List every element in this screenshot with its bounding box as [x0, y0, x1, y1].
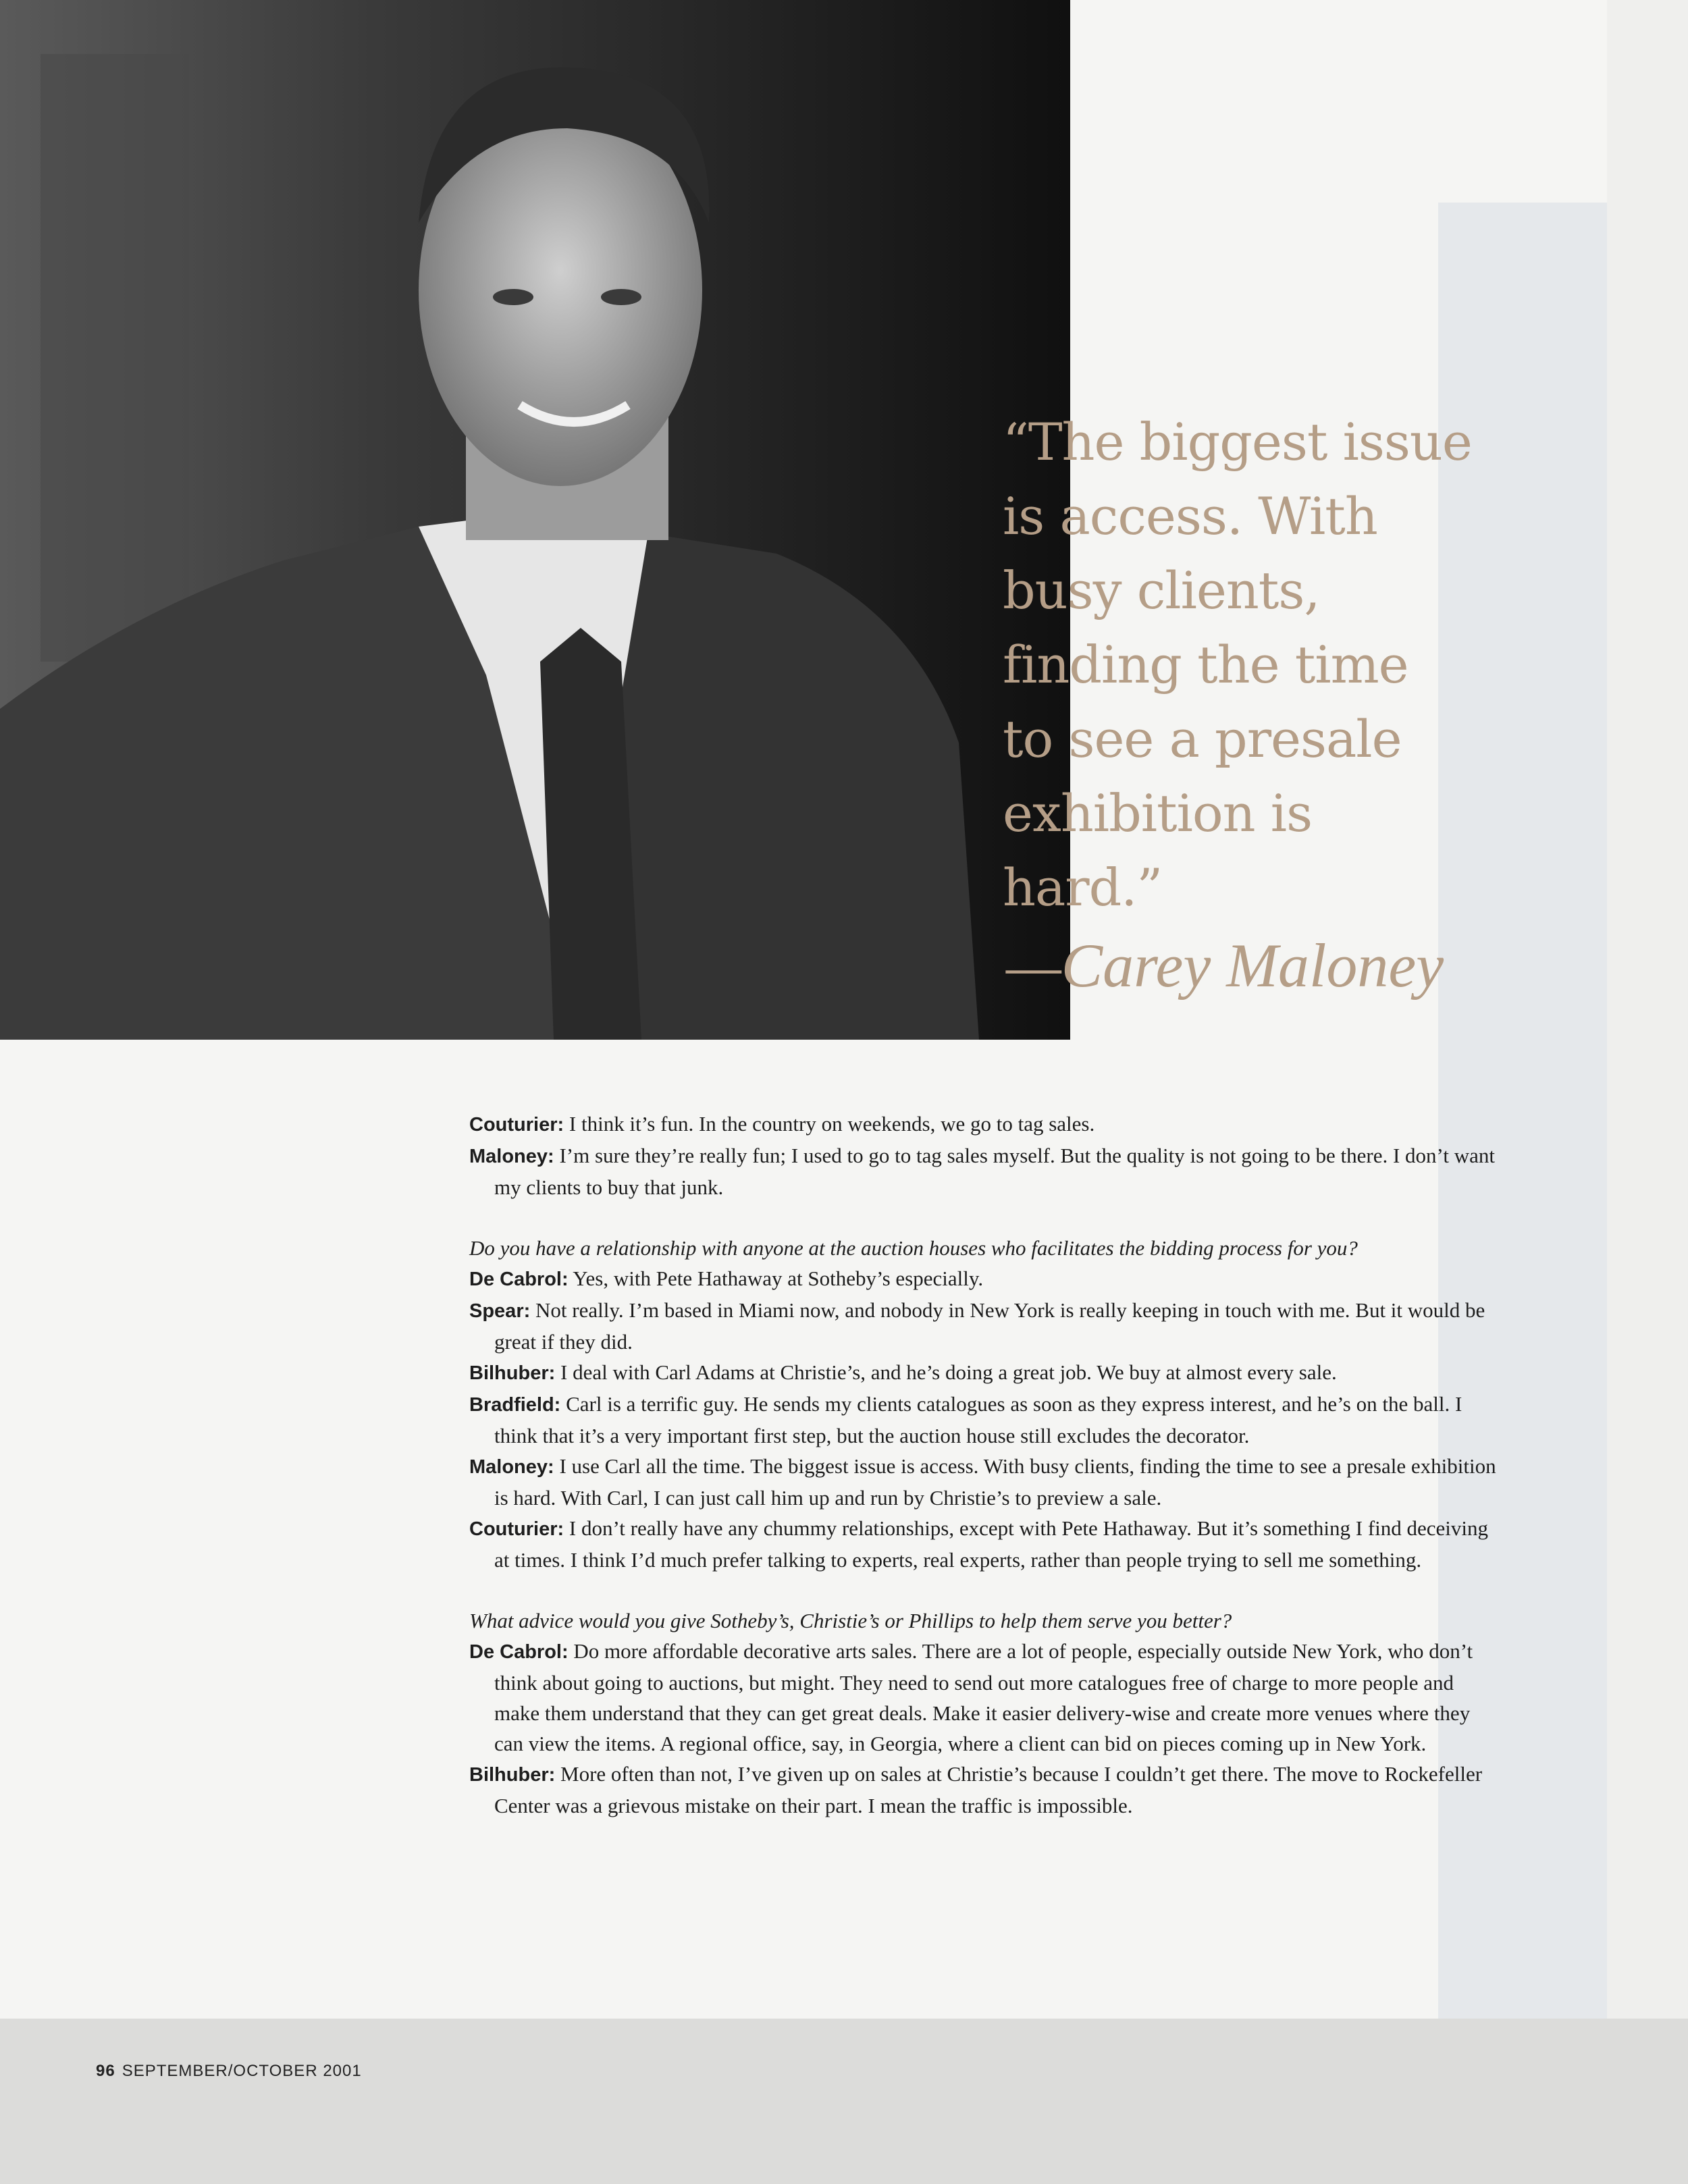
entry-text: I’m sure they’re really fun; I used to go to tag sales myself. But the quality is not going to be there. I don’t want my clients to buy that junk. — [494, 1144, 1495, 1199]
pull-quote-attribution: —Carey Maloney — [1006, 931, 1444, 1000]
interview-question: Do you have a relationship with anyone at the auction houses who facilitates the bidding process for you? — [469, 1236, 1358, 1260]
entry-text: More often than not, I’ve given up on sales at Christie’s because I couldn’t get there. The move to Rockefeller Center was a grievous mistake on their part. I mean the traffic is impossible. — [494, 1762, 1483, 1817]
page-folio — [96, 2062, 362, 2081]
entry-text: I use Carl all the time. The biggest issue is access. With busy clients, finding the time to see a presale exhibition is hard. With Carl, I can just call him up and run by Christie’s to preview a sale. — [494, 1454, 1496, 1510]
speaker-name: De Cabrol: — [469, 1641, 569, 1663]
dialogue-entry — [469, 1451, 1502, 1513]
entry-text: I deal with Carl Adams at Christie’s, and he’s doing a great job. We buy at almost every sale. — [560, 1360, 1337, 1384]
dialogue-entry — [469, 1513, 1502, 1575]
speaker-name: Bilhuber: — [469, 1362, 556, 1384]
speaker-name: Spear: — [469, 1300, 531, 1322]
speaker-name: Couturier: — [469, 1518, 564, 1540]
entry-text: I think it’s fun. In the country on weekends, we go to tag sales. — [569, 1112, 1095, 1136]
entry-text: Do more affordable decorative arts sales. There are a lot of people, especially outside New York, who don’t think about going to auctions, but might. They need to send out more catalogues free of charge to more people and make them understand that they can get great deals. Make it easier delivery-wise and create more venues where they can view the items. A regional office, say, in Georgia, where a client can bid on pieces coming up in New York. — [494, 1639, 1473, 1755]
dialogue-entry — [469, 1109, 1502, 1140]
dialogue-entry — [469, 1263, 1502, 1295]
speaker-name: Maloney: — [469, 1146, 554, 1167]
entry-text: Yes, with Pete Hathaway at Sotheby’s especially. — [573, 1267, 984, 1290]
interview-question: What advice would you give Sotheby’s, Christie’s or Phillips to help them serve you better? — [469, 1609, 1232, 1632]
issue-date: SEPTEMBER/OCTOBER 2001 — [122, 2062, 362, 2080]
dialogue-entry — [469, 1295, 1502, 1357]
dialogue-entry — [469, 1636, 1502, 1759]
dialogue-entry — [469, 1357, 1502, 1389]
entry-text: Not really. I’m based in Miami now, and nobody in New York is really keeping in touch with me. But it would be great if they did. — [494, 1298, 1485, 1354]
speaker-name: Couturier: — [469, 1114, 564, 1136]
portrait-photo — [0, 0, 1070, 1040]
speaker-name: De Cabrol: — [469, 1269, 569, 1290]
interview-text — [469, 1109, 1502, 1821]
speaker-name: Bradfield: — [469, 1394, 561, 1416]
dialogue-entry — [469, 1140, 1502, 1202]
scan-bottom-margin — [0, 2019, 1688, 2184]
entry-text: I don’t really have any chummy relationships, except with Pete Hathaway. But it’s something I find deceiving at times. I think I’d much prefer talking to experts, real experts, rather than people trying to sell me something. — [494, 1516, 1489, 1572]
dialogue-entry — [469, 1389, 1502, 1451]
dialogue-entry — [469, 1759, 1502, 1821]
entry-text: Carl is a terrific guy. He sends my clients catalogues as soon as they express interest, and he’s on the ball. I think that it’s a very important first step, but the auction house still excludes the decorator. — [494, 1392, 1462, 1447]
page-number: 96 — [96, 2062, 115, 2080]
pull-quote: “The biggest issue is access. With busy clients, finding the time to see a presale exhibition is hard.” — [1003, 412, 1472, 917]
speaker-name: Maloney: — [469, 1456, 554, 1478]
page-edge — [1607, 0, 1688, 2184]
speaker-name: Bilhuber: — [469, 1764, 556, 1786]
